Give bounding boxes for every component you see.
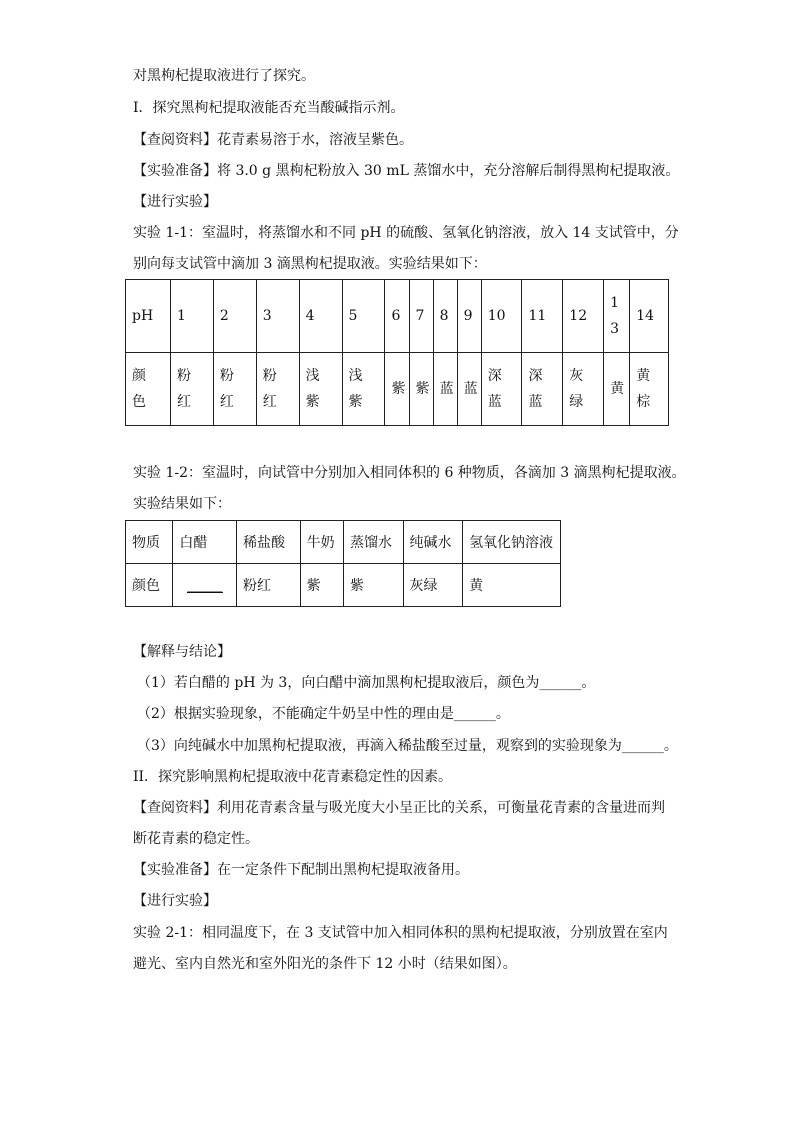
color-cell-text: 黄棕 <box>636 368 651 410</box>
ph-cell: 14 <box>630 280 669 353</box>
color-row-header <box>126 353 171 426</box>
question-1: （1）若白醋的 pH 为 3，向白醋中滴加黑枸杞提取液后，颜色为______。 <box>137 675 596 691</box>
part2-reference-line2: 断花青素的稳定性。 <box>133 831 259 847</box>
color-cell-text: 粉红 <box>262 368 277 410</box>
ph-cell: 2 <box>213 280 256 353</box>
part1-preparation: 【实验准备】将 3.0 g 黑枸杞粉放入 30 mL 蒸馏水中，充分溶解后制得黑枸杞提取液。 <box>133 163 680 179</box>
ph-row <box>126 280 669 353</box>
substance-color-cell: 紫 <box>300 564 343 607</box>
substance-header-cell: 白醋 <box>173 521 237 564</box>
ph-cell: 8 <box>433 280 457 353</box>
ph-cell: 3 <box>256 280 299 353</box>
color-cell: 黄 <box>604 353 630 426</box>
substance-color-row <box>126 564 561 607</box>
exp12-text-line2: 实验结果如下： <box>133 496 231 512</box>
part1-reference: 【查阅资料】花青素易溶于水，溶液呈紫色。 <box>133 132 413 148</box>
ph-cell: 5 <box>342 280 385 353</box>
substance-header-cell: 稀盐酸 <box>237 521 301 564</box>
substance-header-cell: 牛奶 <box>300 521 343 564</box>
color-cell <box>170 353 213 426</box>
ph-cell: 10 <box>481 280 522 353</box>
substance-color-cell: 紫 <box>343 564 403 607</box>
substance-row <box>126 521 561 564</box>
color-row-header-text: 颜色 <box>132 368 146 410</box>
exp11-text-line2: 别向每支试管中滴加 3 滴黑枸杞提取液。实验结果如下： <box>133 256 487 272</box>
ph-cell: 1 <box>170 280 213 353</box>
question-2: （2）根据实验现象，不能确定牛奶呈中性的理由是______。 <box>137 706 510 722</box>
ph-cell: 6 <box>385 280 409 353</box>
color-cell-text: 粉红 <box>219 368 234 410</box>
color-cell <box>256 353 299 426</box>
part2-reference-line1: 【查阅资料】利用花青素含量与吸光度大小呈正比的关系，可衡量花青素的含量进而判 <box>133 800 665 816</box>
ph-row-header: pH <box>126 280 171 353</box>
color-cell <box>299 353 342 426</box>
substance-header-cell: 蒸馏水 <box>343 521 403 564</box>
color-cell <box>213 353 256 426</box>
color-cell-text: 灰绿 <box>569 368 584 410</box>
part2-preparation: 【实验准备】在一定条件下配制出黑枸杞提取液备用。 <box>133 862 469 878</box>
color-cell-text: 深蓝 <box>528 368 543 410</box>
color-cell: 紫 <box>385 353 409 426</box>
ph-cell-text: 13 <box>610 295 619 337</box>
substance-color-cell: 粉红 <box>237 564 301 607</box>
color-cell: 紫 <box>409 353 433 426</box>
question-3: （3）向纯碱水中加黑枸杞提取液，再滴入稀盐酸至过量，观察到的实验现象为______。 <box>137 738 678 754</box>
ph-color-table <box>125 279 669 426</box>
color-cell-text: 深蓝 <box>487 368 502 410</box>
color-cell <box>522 353 563 426</box>
color-cell-text: 浅紫 <box>348 368 363 410</box>
ph-cell: 4 <box>299 280 342 353</box>
blank-answer: _____ <box>187 577 223 593</box>
ph-cell: 7 <box>409 280 433 353</box>
color-cell: 蓝 <box>433 353 457 426</box>
color-cell <box>563 353 604 426</box>
blank-answer-cell <box>173 564 237 607</box>
ph-cell: 12 <box>563 280 604 353</box>
ph-cell: 11 <box>522 280 563 353</box>
exp21-text-line2: 避光、室内自然光和室外阳光的条件下 12 小时（结果如图）。 <box>133 956 517 972</box>
substance-color-cell: 颜色 <box>126 564 173 607</box>
part1-heading: I．探究黑枸杞提取液能否充当酸碱指示剂。 <box>133 100 405 116</box>
substance-color-cell: 灰绿 <box>403 564 463 607</box>
part2-heading: II．探究影响黑枸杞提取液中花青素稳定性的因素。 <box>133 769 453 785</box>
part2-conduct-title: 【进行实验】 <box>133 893 217 909</box>
exp12-text-line1: 实验 1-2：室温时，向试管中分别加入相同体积的 6 种物质，各滴加 3 滴黑枸杞提取液。 <box>133 465 686 481</box>
exp11-text-line1: 实验 1-1：室温时，将蒸馏水和不同 pH 的硫酸、氢氧化钠溶液，放入 14 支试管中，分 <box>133 225 679 241</box>
color-row <box>126 353 669 426</box>
substance-header-cell: 氢氧化钠溶液 <box>463 521 561 564</box>
substance-color-table <box>125 520 561 607</box>
color-cell: 蓝 <box>457 353 481 426</box>
color-cell <box>481 353 522 426</box>
color-cell-text: 浅紫 <box>305 368 320 410</box>
substance-color-cell: 黄 <box>463 564 561 607</box>
ph-cell: 9 <box>457 280 481 353</box>
intro-text: 对黑枸杞提取液进行了探究。 <box>133 68 315 84</box>
exp21-text-line1: 实验 2-1：相同温度下，在 3 支试管中加入相同体积的黑枸杞提取液，分别放置在室内 <box>133 925 668 941</box>
part1-conduct-title: 【进行实验】 <box>133 194 217 210</box>
conclusion-title: 【解释与结论】 <box>133 644 231 660</box>
color-cell <box>342 353 385 426</box>
color-cell <box>630 353 669 426</box>
ph-cell <box>604 280 630 353</box>
color-cell-text: 粉红 <box>176 368 191 410</box>
substance-header-cell: 纯碱水 <box>403 521 463 564</box>
substance-header-cell: 物质 <box>126 521 173 564</box>
